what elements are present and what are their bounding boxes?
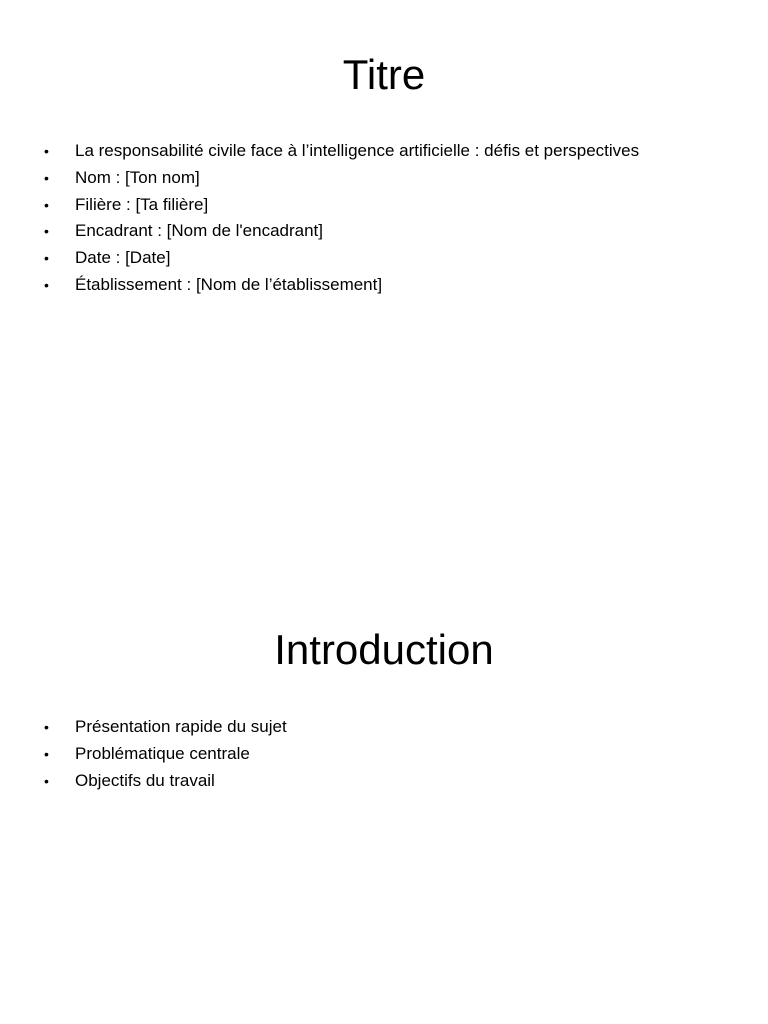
list-item-text: Objectifs du travail <box>75 770 215 790</box>
bullet-icon: • <box>44 250 49 267</box>
list-item <box>44 768 287 795</box>
list-item-text: Présentation rapide du sujet <box>75 717 287 736</box>
list-item-text: Filière : [Ta filière] <box>75 194 209 214</box>
slide-title: Introduction <box>274 626 494 673</box>
slide-introduction <box>0 576 768 1024</box>
list-item <box>44 272 639 299</box>
list-item <box>44 165 639 192</box>
list-item <box>44 218 639 245</box>
bullet-icon: • <box>44 772 49 789</box>
bullet-icon: • <box>44 719 49 735</box>
list-item <box>44 192 639 219</box>
bullet-list <box>44 714 287 794</box>
list-item-text: Encadrant : [Nom de l'encadrant] <box>75 221 323 241</box>
bullet-list <box>44 138 639 299</box>
list-item-text: Établissement : [Nom de l’établissement] <box>75 274 383 294</box>
list-item <box>44 741 287 768</box>
bullet-icon: • <box>44 196 49 213</box>
bullet-icon: • <box>44 276 49 293</box>
list-item-text: Date : [Date] <box>75 248 171 268</box>
bullet-icon: • <box>44 223 49 240</box>
list-item-text: Nom : [Ton nom] <box>75 167 200 187</box>
bullet-icon: • <box>44 745 49 762</box>
list-item <box>44 245 639 272</box>
list-item <box>44 714 287 741</box>
slide-title: Titre <box>342 51 426 98</box>
list-item <box>44 138 639 165</box>
bullet-icon: • <box>44 143 49 159</box>
bullet-icon: • <box>44 169 49 186</box>
list-item-text: Problématique centrale <box>75 743 250 763</box>
list-item-text: La responsabilité civile face à l’intelligence artificielle : défis et perspectives <box>75 141 640 160</box>
